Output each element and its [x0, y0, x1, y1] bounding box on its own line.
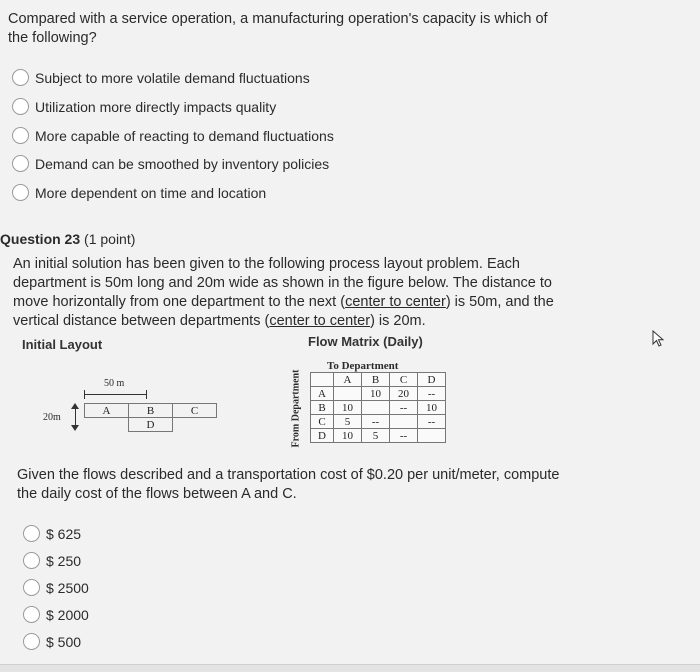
question-23-line-2: department is 50m long and 20m wide as shown in the figure below. The distance to [13, 275, 552, 291]
initial-layout-label: Initial Layout [22, 337, 103, 352]
matrix-row: B 10 -- 10 [311, 401, 446, 415]
question-number: Question 23 [0, 231, 81, 247]
from-department-label: From Department [290, 369, 302, 448]
radio-button[interactable] [12, 69, 29, 86]
question-points: (1 point) [84, 231, 136, 247]
radio-button[interactable] [23, 525, 40, 542]
question-23-line-1: An initial solution has been given to the following process layout problem. Each [13, 256, 520, 272]
q22-option-5[interactable] [12, 184, 266, 201]
question-23-title [0, 231, 135, 247]
matrix-row: D 10 5 -- [311, 429, 446, 443]
matrix-row-label: C [311, 415, 334, 429]
q23-option-4[interactable] [23, 606, 89, 623]
flow-matrix-label: Flow Matrix (Daily) [308, 334, 423, 349]
radio-button[interactable] [12, 184, 29, 201]
q23-option-3[interactable] [23, 579, 89, 596]
question-22-line-1: Compared with a service operation, a manufacturing operation's capacity is which of [8, 11, 548, 27]
q23-option-5[interactable] [23, 633, 81, 650]
radio-button[interactable] [23, 606, 40, 623]
matrix-row-label: D [311, 429, 334, 443]
question-22-line-2: the following? [8, 30, 97, 46]
bottom-edge [0, 664, 700, 672]
department-layout [84, 403, 217, 432]
department-C: C [173, 404, 217, 418]
matrix-row-label: A [311, 387, 334, 401]
option-label: $ 250 [46, 552, 82, 569]
department-B: B [129, 404, 173, 418]
option-label: More dependent on time and location [35, 184, 267, 201]
question-23-text [13, 255, 673, 331]
q23-option-2[interactable] [23, 552, 81, 569]
mouse-cursor-icon [652, 330, 666, 353]
q22-option-1[interactable] [12, 69, 310, 86]
followup-line-2: the daily cost of the flows between A and C. [17, 486, 297, 502]
question-23-line-4: vertical distance between departments (center to center) is 20m. [13, 313, 426, 329]
question-22-text [8, 10, 688, 48]
matrix-row-label: B [311, 401, 334, 415]
option-label: $ 500 [46, 633, 82, 650]
width-arrow [84, 394, 146, 395]
option-label: Utilization more directly impacts quality [35, 98, 277, 115]
flow-matrix [282, 356, 462, 456]
followup-line-1: Given the flows described and a transportation cost of $0.20 per unit/meter, compute [17, 467, 560, 483]
q22-option-3[interactable] [12, 127, 334, 144]
matrix-col-B: B [362, 373, 390, 387]
flow-matrix-table [310, 372, 446, 443]
radio-button[interactable] [23, 633, 40, 650]
matrix-col-D: D [418, 373, 446, 387]
q23-option-1[interactable] [23, 525, 81, 542]
matrix-header-row [311, 373, 446, 387]
department-A: A [85, 404, 129, 418]
option-label: Subject to more volatile demand fluctuations [35, 69, 310, 86]
option-label: Demand can be smoothed by inventory policies [35, 155, 330, 172]
option-label: More capable of reacting to demand fluctuations [35, 127, 334, 144]
matrix-row: C 5 -- -- [311, 415, 446, 429]
radio-button[interactable] [12, 155, 29, 172]
q22-option-4[interactable] [12, 155, 329, 172]
question-23-line-3: move horizontally from one department to the next (center to center) is 50m, and the [13, 294, 554, 310]
option-label: $ 2500 [46, 579, 89, 596]
question-23-followup [17, 466, 687, 504]
matrix-col-C: C [390, 373, 418, 387]
radio-button[interactable] [23, 552, 40, 569]
width-label: 50 m [104, 378, 125, 389]
initial-layout-diagram [40, 376, 220, 436]
matrix-row: A 10 20 -- [311, 387, 446, 401]
option-label: $ 625 [46, 525, 82, 542]
matrix-col-A: A [334, 373, 362, 387]
height-label: 20m [43, 412, 61, 423]
radio-button[interactable] [23, 579, 40, 596]
department-D: D [129, 418, 173, 432]
option-label: $ 2000 [46, 606, 89, 623]
q22-option-2[interactable] [12, 98, 276, 115]
radio-button[interactable] [12, 127, 29, 144]
radio-button[interactable] [12, 98, 29, 115]
to-department-label: To Department [327, 360, 399, 372]
